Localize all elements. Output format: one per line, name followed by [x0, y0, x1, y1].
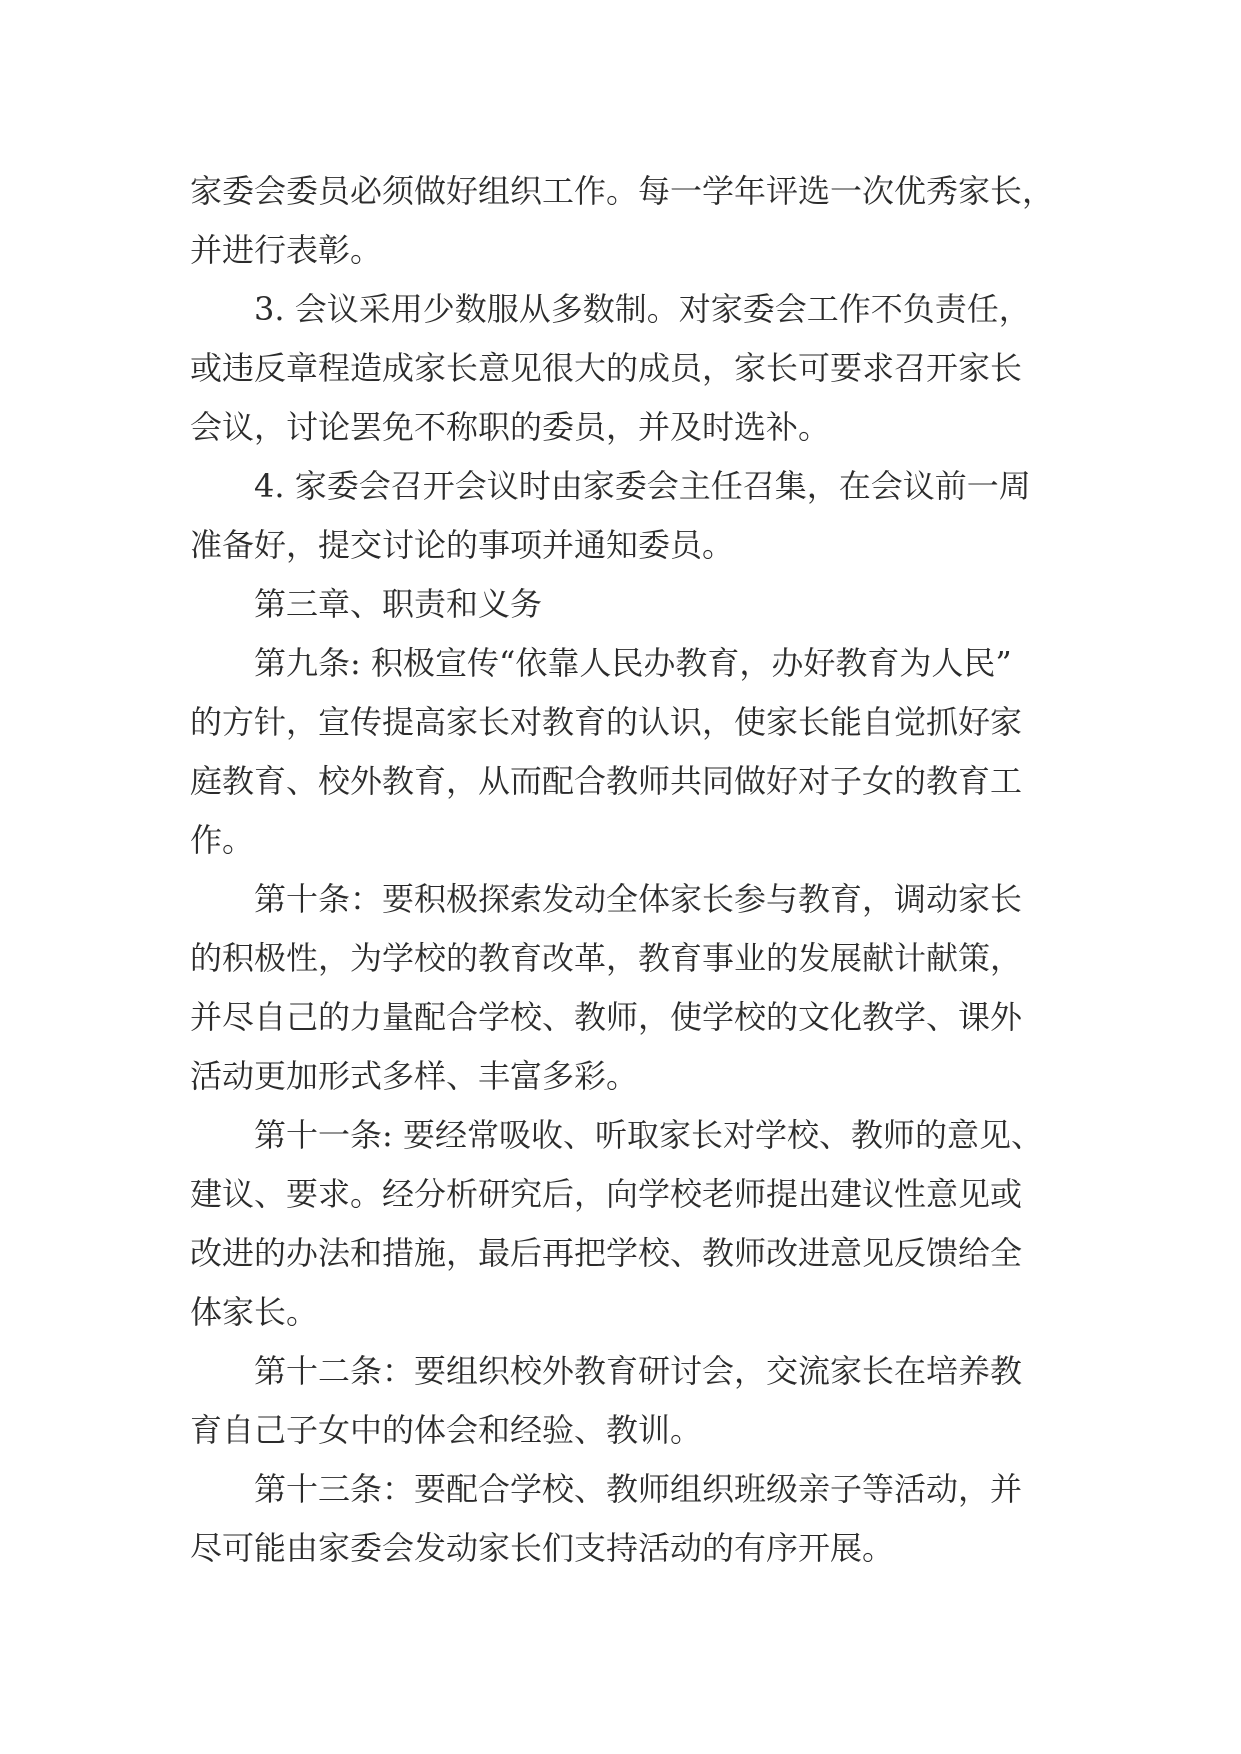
text-line: 第十条：要积极探索发动全体家长参与教育，调动家长 — [254, 880, 1023, 918]
text-line: 第十二条：要组织校外教育研讨会，交流家长在培养教 — [254, 1352, 1023, 1390]
text-line: 准备好，提交讨论的事项并通知委员。 — [190, 526, 735, 564]
text-line: 家委会委员必须做好组织工作。每一学年评选一次优秀家长， — [190, 172, 1055, 210]
text-line: 会议，讨论罢免不称职的委员，并及时选补。 — [190, 408, 831, 446]
text-line: 庭教育、校外教育，从而配合教师共同做好对子女的教育工 — [190, 762, 1023, 800]
text-line: 尽可能由家委会发动家长们支持活动的有序开展。 — [190, 1529, 895, 1567]
text-line: 育自己子女中的体会和经验、教训。 — [190, 1411, 703, 1449]
text-line: 并尽自己的力量配合学校、教师，使学校的文化教学、课外 — [190, 998, 1023, 1036]
text-line: 第十三条：要配合学校、教师组织班级亲子等活动，并 — [254, 1470, 1023, 1508]
text-line: 第十一条: 要经常吸收、听取家长对学校、教师的意见、 — [254, 1116, 1043, 1154]
text-line: 体家长。 — [190, 1293, 319, 1331]
text-line: 改进的办法和措施，最后再把学校、教师改进意见反馈给全 — [190, 1234, 1023, 1272]
document-body — [190, 162, 1090, 1578]
text-line: 的积极性，为学校的教育改革，教育事业的发展献计献策， — [190, 939, 1023, 977]
text-line: 活动更加形式多样、丰富多彩。 — [190, 1057, 639, 1095]
text-line: 的方针，宣传提高家长对教育的认识，使家长能自觉抓好家 — [190, 703, 1023, 741]
text-line: 3. 会议采用少数服从多数制。对家委会工作不负责任， — [254, 290, 1031, 328]
chapter-heading: 第三章、职责和义务 — [254, 585, 543, 623]
text-line: 建议、要求。经分析研究后，向学校老师提出建议性意见或 — [190, 1175, 1023, 1213]
text-line: 第九条: 积极宣传“依靠人民办教育，办好教育为人民” — [254, 644, 1012, 682]
text-line: 4. 家委会召开会议时由家委会主任召集，在会议前一周 — [254, 467, 1031, 505]
text-line: 或违反章程造成家长意见很大的成员，家长可要求召开家长 — [190, 349, 1023, 387]
text-line: 并进行表彰。 — [190, 231, 383, 269]
text-line: 作。 — [190, 821, 255, 859]
